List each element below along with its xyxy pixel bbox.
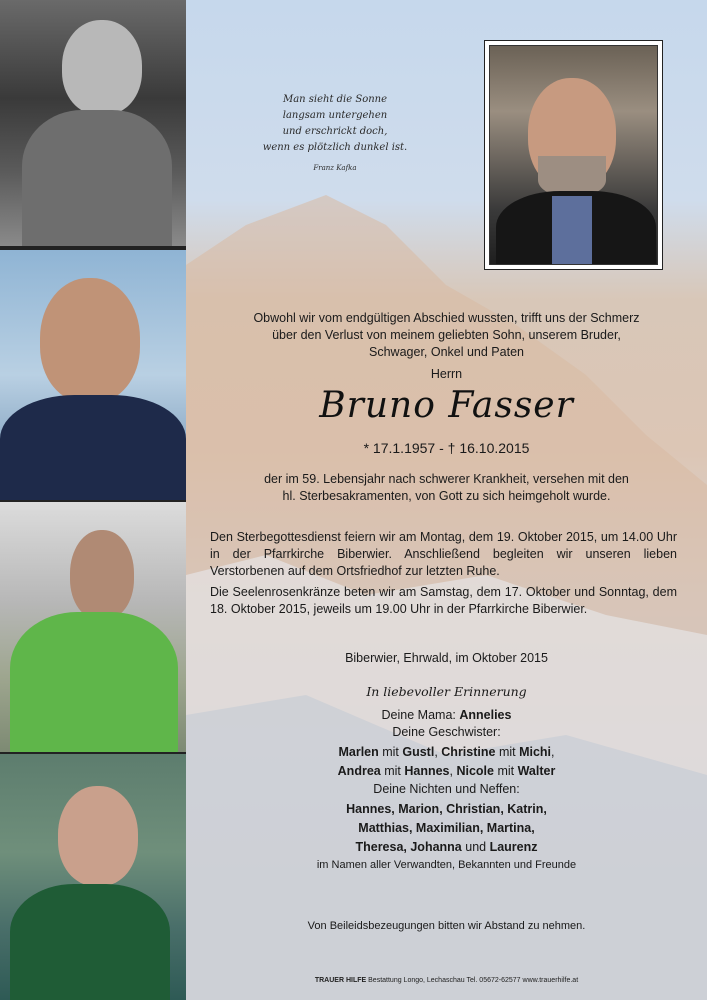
place-date: Biberwier, Ehrwald, im Oktober 2015: [345, 651, 548, 665]
family-name: Theresa, Johanna: [355, 840, 462, 854]
family-connector: mit: [493, 764, 518, 778]
photo-sidebar: [0, 0, 186, 1000]
family-name: Christine: [441, 745, 496, 759]
death-note-line: der im 59. Lebensjahr nach schwerer Krankheit, versehen mit den: [264, 472, 629, 486]
deceased-name: Bruno Fasser: [319, 385, 574, 426]
family-line: [186, 743, 707, 762]
nieces-list: [186, 800, 707, 857]
portrait-photo-4: [0, 754, 186, 1000]
mama-label: Deine Mama:: [381, 708, 456, 722]
family-name: Hannes, Marion, Christian, Katrin,: [346, 802, 547, 816]
family-name: Matthias, Maximilian, Martina,: [358, 821, 535, 835]
honorific: Herrn: [430, 367, 463, 381]
family-connector: mit: [380, 764, 405, 778]
siblings-list: [186, 743, 707, 781]
family-name: Andrea: [337, 764, 381, 778]
intro-line: über den Verlust von meinem geliebten Sohn, unserem Bruder,: [272, 328, 621, 342]
main-portrait-photo: [489, 45, 658, 265]
family-name: Gustl: [402, 745, 435, 759]
family-line: [186, 800, 707, 819]
quote-line: und erschrickt doch,: [282, 126, 388, 137]
family-connector: mit: [378, 745, 403, 759]
intro-line: Schwager, Onkel und Paten: [369, 345, 524, 359]
siblings-label: Deine Geschwister:: [392, 725, 501, 739]
intro-text: [186, 310, 707, 361]
quote-line: Man sieht die Sonne: [282, 94, 388, 105]
service-text: Den Sterbegottesdienst feiern wir am Montag, dem 19. Oktober 2015, um 14.00 Uhr in der Pfarrkirche Biberwier. Anschließend begleiten wir unseren lieben Verstorbenen auf dem Ortsfriedhof zur letzten Ruhe.: [210, 530, 677, 578]
intro-line: Obwohl wir vom endgültigen Abschied wussten, trifft uns der Schmerz: [253, 311, 640, 325]
memory-heading: In liebevoller Erinnerung: [366, 684, 527, 699]
death-note: [186, 471, 707, 505]
relatives-line: im Namen aller Verwandten, Bekannten und Freunde: [316, 859, 577, 871]
family-name: Nicole: [456, 764, 494, 778]
condolence-note: Von Beileidsbezeugungen bitten wir Abstand zu nehmen.: [307, 920, 586, 932]
family-name: Michi: [519, 745, 552, 759]
quote-line: langsam untergehen: [282, 110, 388, 121]
death-note-line: hl. Sterbesakramenten, von Gott zu sich heimgeholt wurde.: [282, 489, 611, 503]
family-line: [186, 838, 707, 857]
family-name: Laurenz: [489, 840, 538, 854]
kafka-quote: [240, 92, 430, 176]
funeral-home-footer: [186, 977, 707, 984]
rosary-text: Die Seelenrosenkränze beten wir am Samstag, dem 17. Oktober und Sonntag, dem 18. Oktober 2015, jeweils um 19.00 Uhr in der Pfarrkirche Biberwier.: [210, 585, 677, 616]
family-name: Hannes: [404, 764, 450, 778]
main-portrait-frame: [484, 40, 663, 270]
family-name: Walter: [517, 764, 556, 778]
family-connector: und: [461, 840, 490, 854]
family-connector: ,: [551, 745, 555, 759]
family-line: [186, 819, 707, 838]
family-name: Marlen: [338, 745, 379, 759]
family-connector: ,: [434, 745, 442, 759]
portrait-photo-3: [0, 502, 186, 752]
life-dates: * 17.1.1957 - † 16.10.2015: [363, 440, 530, 456]
footer-brand: TRAUER HILFE: [314, 977, 367, 984]
mama-line: [186, 707, 707, 724]
quote-line: wenn es plötzlich dunkel ist.: [262, 142, 408, 153]
portrait-photo-2: [0, 250, 186, 500]
footer-text: Bestattung Longo, Lechaschau Tel. 05672-62577 www.trauerhilfe.at: [366, 977, 579, 984]
childhood-photo: [0, 0, 186, 246]
nieces-label: Deine Nichten und Neffen:: [373, 782, 520, 796]
family-connector: mit: [495, 745, 520, 759]
mama-name: Annelies: [459, 708, 512, 722]
quote-author: Franz Kafka: [313, 164, 357, 172]
family-line: [186, 762, 707, 781]
family-connector: ,: [449, 764, 457, 778]
